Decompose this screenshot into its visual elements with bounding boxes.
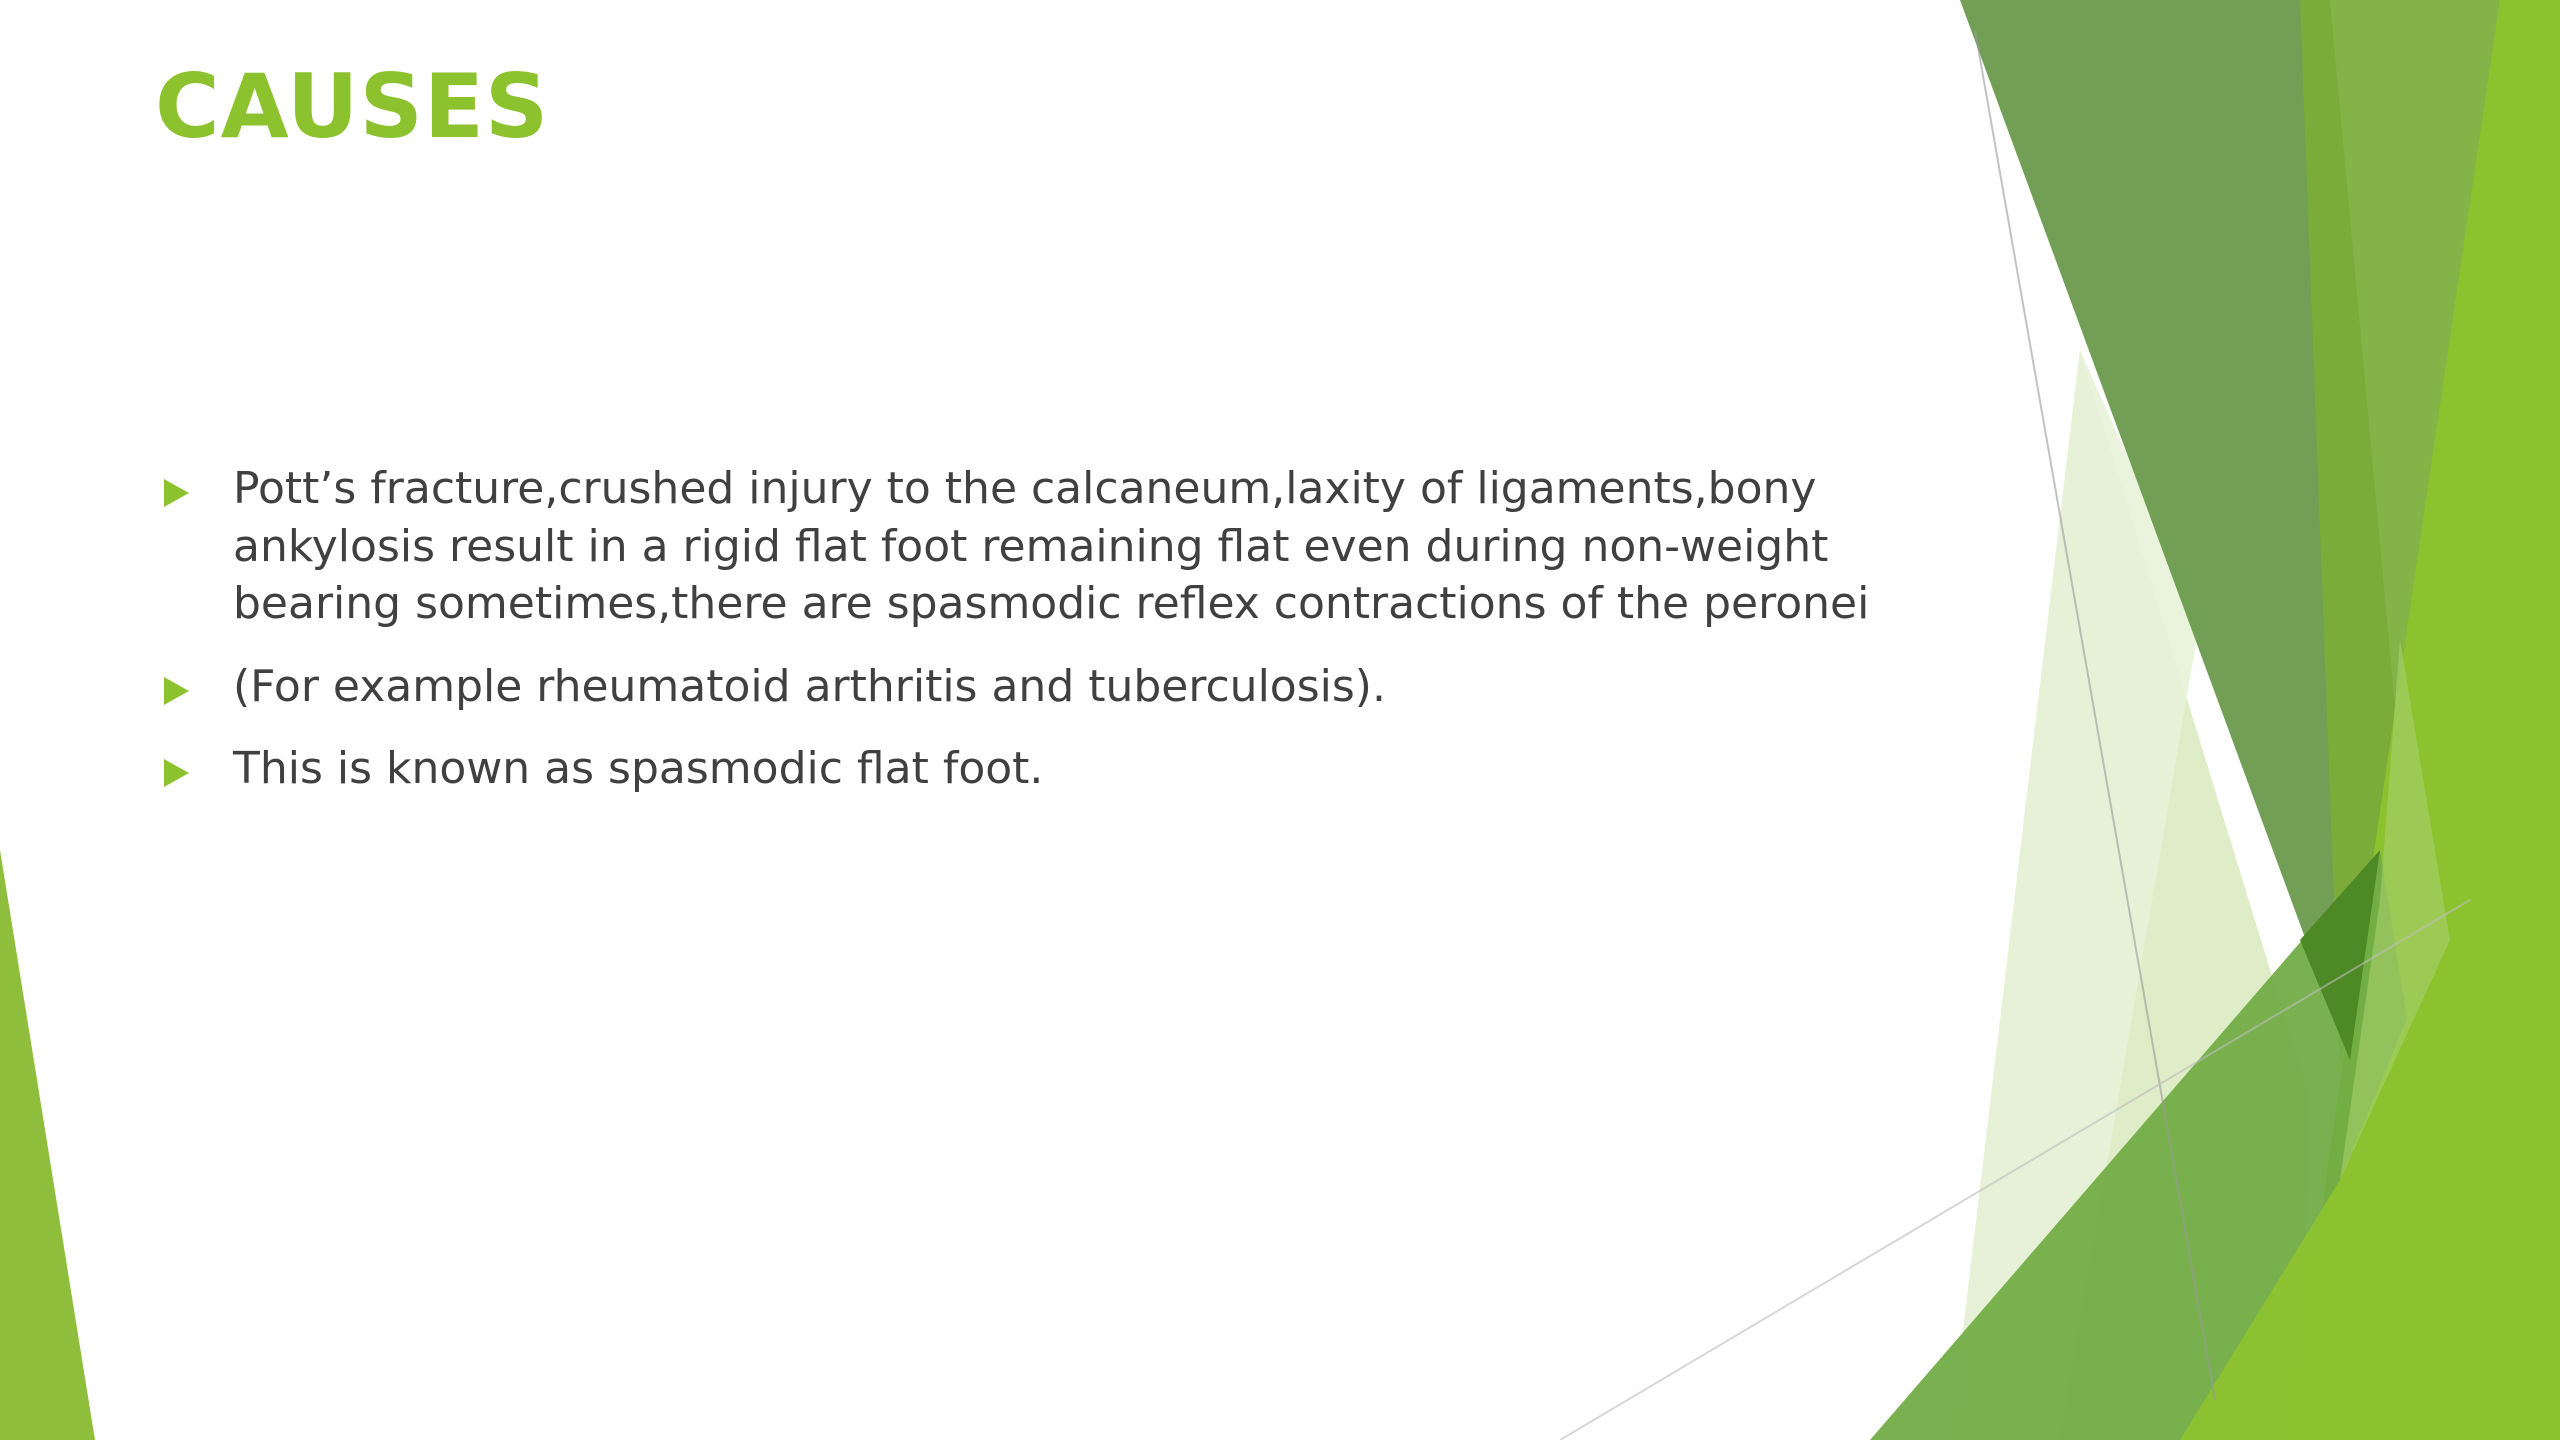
left-edge-facet [0, 850, 95, 1440]
bullet-text: Pott’s fracture,crushed injury to the calcaneum,laxity of ligaments,bony ankylosis result in a rigid flat foot remaining flat even during non-weight bearing sometimes,there are spasmodic reflex contractions of the peronei [233, 463, 1870, 629]
bullet-item [160, 460, 1890, 633]
slide-title: CAUSES [155, 55, 550, 158]
bullet-text: (For example rheumatoid arthritis and tuberculosis). [233, 660, 1386, 712]
bullet-text: This is known as spasmodic flat foot. [233, 743, 1044, 794]
right-triangle-icon [164, 677, 189, 705]
bullet-item [160, 740, 1890, 798]
right-triangle-icon [164, 759, 189, 787]
right-triangle-icon [164, 479, 189, 507]
bullet-item [160, 658, 1890, 716]
bullet-list [160, 460, 1890, 823]
